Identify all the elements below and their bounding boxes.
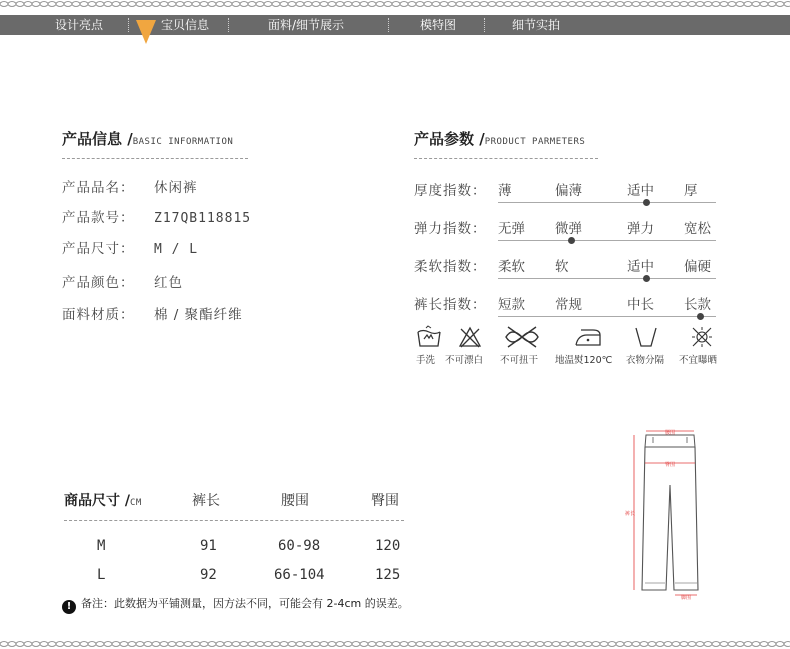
param-option: 适中 <box>627 259 654 275</box>
chain-link <box>672 642 680 647</box>
chain-link <box>480 642 488 647</box>
param-option: 偏硬 <box>684 259 711 275</box>
chain-link <box>120 2 128 7</box>
chain-link <box>640 2 648 7</box>
chain-link <box>176 2 184 7</box>
chain-link <box>536 642 544 647</box>
chain-link <box>56 642 64 647</box>
chain-link <box>128 642 136 647</box>
param-option: 弹力 <box>627 221 654 237</box>
chain-link <box>384 642 392 647</box>
info-subtitle: BASIC INFORMATION <box>132 137 234 147</box>
chain-link <box>248 2 256 7</box>
chain-link <box>136 2 144 7</box>
chain-link <box>272 642 280 647</box>
nav-bar <box>0 15 790 35</box>
chain-link <box>464 2 472 7</box>
chain-link <box>736 642 744 647</box>
chain-link <box>288 2 296 7</box>
nav-item-design[interactable]: 设计亮点 <box>55 18 104 32</box>
chain-link <box>536 2 544 7</box>
size-cell: L <box>97 567 106 583</box>
chain-link <box>40 2 48 7</box>
chain-link <box>640 642 648 647</box>
chain-link <box>376 2 384 7</box>
warning-icon: ! <box>62 600 76 614</box>
care-label: 不可漂白 <box>445 355 484 366</box>
param-option: 软 <box>555 259 569 275</box>
chain-link <box>608 2 616 7</box>
chain-link <box>104 2 112 7</box>
param-option: 适中 <box>627 183 654 199</box>
chain-link <box>64 642 72 647</box>
chain-link <box>256 2 264 7</box>
chain-link <box>112 642 120 647</box>
chain-link <box>328 2 336 7</box>
param-scale-line <box>498 316 716 317</box>
param-indicator <box>568 237 575 244</box>
no-wring-icon <box>502 325 542 349</box>
chain-link <box>784 642 790 647</box>
chain-link <box>8 2 16 7</box>
chain-link <box>552 642 560 647</box>
chain-link <box>448 2 456 7</box>
chain-link <box>432 2 440 7</box>
param-option: 柔软 <box>498 259 525 275</box>
chain-link <box>400 642 408 647</box>
chain-link <box>16 642 24 647</box>
chain-link <box>672 2 680 7</box>
chain-link <box>192 2 200 7</box>
info-row-material <box>62 303 243 323</box>
chain-link <box>208 642 216 647</box>
chain-link <box>296 2 304 7</box>
size-col-waist: 腰围 <box>281 493 309 509</box>
chain-link <box>480 2 488 7</box>
size-rule <box>64 520 404 521</box>
chain-link <box>168 2 176 7</box>
chain-link <box>128 2 136 7</box>
chain-link <box>16 2 24 7</box>
pants-diagram-icon <box>620 425 710 600</box>
nav-item-model[interactable]: 模特图 <box>420 18 457 32</box>
chain-link <box>704 2 712 7</box>
param-option: 宽松 <box>684 221 711 237</box>
info-rule <box>62 158 248 159</box>
chain-link <box>664 2 672 7</box>
chain-link <box>624 2 632 7</box>
bottom-chain-border <box>0 640 790 648</box>
care-label: 手洗 <box>416 355 436 366</box>
chain-link <box>392 642 400 647</box>
nav-item-fabric[interactable]: 面料/细节展示 <box>268 18 345 32</box>
param-option: 长款 <box>684 297 711 313</box>
chain-link <box>416 642 424 647</box>
chain-link <box>344 642 352 647</box>
chain-link <box>304 2 312 7</box>
chain-link <box>592 642 600 647</box>
chain-link <box>216 642 224 647</box>
chain-link <box>584 642 592 647</box>
info-row-name <box>62 176 198 196</box>
top-chain-border <box>0 0 790 8</box>
chain-link <box>520 642 528 647</box>
chain-link <box>512 2 520 7</box>
chain-link <box>560 2 568 7</box>
length-label: 裤长 <box>624 511 636 517</box>
chain-link <box>584 2 592 7</box>
chain-link <box>400 2 408 7</box>
size-cell: M <box>97 538 106 554</box>
chain-link <box>440 642 448 647</box>
chain-link <box>288 642 296 647</box>
info-row-size <box>62 237 198 257</box>
chain-link <box>456 642 464 647</box>
param-indicator <box>643 199 650 206</box>
chain-link <box>368 642 376 647</box>
chain-link <box>0 642 8 647</box>
nav-divider <box>228 18 229 32</box>
chain-link <box>752 642 760 647</box>
nav-divider <box>128 18 129 32</box>
chain-link <box>424 642 432 647</box>
nav-item-info[interactable]: 宝贝信息 <box>161 18 210 32</box>
chain-link <box>320 2 328 7</box>
chain-link <box>568 642 576 647</box>
chain-link <box>648 2 656 7</box>
chain-link <box>744 2 752 7</box>
chain-link <box>80 2 88 7</box>
chain-link <box>88 642 96 647</box>
chain-link <box>632 2 640 7</box>
info-value: 棉 / 聚酯纤维 <box>154 307 243 323</box>
chain-link <box>168 642 176 647</box>
chain-link <box>192 642 200 647</box>
chain-link <box>712 642 720 647</box>
param-option: 偏薄 <box>555 183 582 199</box>
chain-link <box>264 2 272 7</box>
param-indicator <box>697 313 704 320</box>
chain-link <box>688 642 696 647</box>
chain-link <box>280 642 288 647</box>
nav-divider <box>484 18 485 32</box>
chain-link <box>112 2 120 7</box>
chain-link <box>96 642 104 647</box>
param-label: 裤长指数： <box>414 297 487 313</box>
info-label: 产品颜色： <box>62 275 135 291</box>
chain-link <box>232 2 240 7</box>
chain-link <box>528 642 536 647</box>
chain-link <box>72 2 80 7</box>
chain-link <box>768 642 776 647</box>
info-value: 休闲裤 <box>154 180 198 196</box>
info-value: Z17QB118815 <box>154 211 252 226</box>
param-option: 常规 <box>555 297 582 313</box>
chain-link <box>224 642 232 647</box>
chain-link <box>552 2 560 7</box>
chain-link <box>256 642 264 647</box>
info-value: 红色 <box>154 275 183 291</box>
size-title: 商品尺寸 / <box>64 493 130 509</box>
chain-link <box>408 642 416 647</box>
param-indicator <box>643 275 650 282</box>
chain-link <box>592 2 600 7</box>
chain-link <box>608 642 616 647</box>
chain-link <box>680 642 688 647</box>
chain-link <box>104 642 112 647</box>
chain-link <box>48 2 56 7</box>
nav-divider <box>388 18 389 32</box>
chain-link <box>184 642 192 647</box>
chain-link <box>512 642 520 647</box>
chain-link <box>120 642 128 647</box>
param-option: 薄 <box>498 183 512 199</box>
chain-link <box>152 2 160 7</box>
chain-link <box>728 2 736 7</box>
active-tab-marker <box>136 20 156 44</box>
chain-link <box>496 2 504 7</box>
chain-link <box>136 642 144 647</box>
chain-link <box>472 2 480 7</box>
param-option: 无弹 <box>498 221 525 237</box>
chain-link <box>768 2 776 7</box>
chain-link <box>200 2 208 7</box>
waist-label: 腰围 <box>664 430 676 436</box>
info-row-color <box>62 271 183 291</box>
chain-link <box>784 2 790 7</box>
chain-link <box>176 642 184 647</box>
care-label: 不宜曝晒 <box>679 355 718 366</box>
chain-link <box>488 2 496 7</box>
size-cell: 125 <box>375 567 401 583</box>
chain-link <box>624 642 632 647</box>
chain-link <box>424 2 432 7</box>
chain-link <box>656 642 664 647</box>
iron-icon <box>573 325 603 349</box>
chain-link <box>64 2 72 7</box>
param-option: 中长 <box>627 297 654 313</box>
info-value: M / L <box>154 242 199 257</box>
chain-link <box>736 2 744 7</box>
chain-link <box>544 2 552 7</box>
chain-link <box>264 642 272 647</box>
chain-link <box>280 2 288 7</box>
chain-link <box>296 642 304 647</box>
chain-link <box>240 2 248 7</box>
chain-link <box>160 2 168 7</box>
chain-link <box>576 642 584 647</box>
size-cell: 92 <box>200 567 217 583</box>
param-option: 微弹 <box>555 221 582 237</box>
chain-link <box>432 642 440 647</box>
chain-link <box>224 2 232 7</box>
chain-link <box>568 2 576 7</box>
chain-link <box>184 2 192 7</box>
size-unit: CM <box>130 498 142 508</box>
chain-link <box>248 642 256 647</box>
chain-link <box>336 2 344 7</box>
chain-link <box>72 642 80 647</box>
chain-link <box>88 2 96 7</box>
size-heading <box>64 490 142 510</box>
chain-link <box>32 2 40 7</box>
param-scale-line <box>498 240 716 241</box>
chain-link <box>408 2 416 7</box>
chain-link <box>704 642 712 647</box>
chain-link <box>352 642 360 647</box>
care-label: 不可扭干 <box>500 355 539 366</box>
chain-link <box>240 642 248 647</box>
size-cell: 66-104 <box>274 567 325 583</box>
chain-link <box>344 2 352 7</box>
param-label: 厚度指数： <box>414 183 487 199</box>
chain-link <box>616 2 624 7</box>
separate-icon <box>633 325 659 349</box>
chain-link <box>696 642 704 647</box>
chain-link <box>368 2 376 7</box>
info-label: 面料材质： <box>62 307 135 323</box>
chain-link <box>752 2 760 7</box>
chain-link <box>600 2 608 7</box>
chain-link <box>688 2 696 7</box>
chain-link <box>328 642 336 647</box>
chain-link <box>648 642 656 647</box>
chain-link <box>144 2 152 7</box>
hand-wash-icon <box>416 325 442 349</box>
chain-link <box>24 642 32 647</box>
hip-label: 臀围 <box>664 462 676 468</box>
chain-link <box>376 642 384 647</box>
chain-link <box>56 2 64 7</box>
size-col-length: 裤长 <box>192 493 220 509</box>
chain-link <box>416 2 424 7</box>
chain-link <box>712 2 720 7</box>
chain-link <box>696 2 704 7</box>
info-label: 产品品名： <box>62 180 135 196</box>
chain-link <box>304 642 312 647</box>
size-note-text: 备注：此数据为平铺测量，因方法不同，可能会有 2-4cm 的误差。 <box>81 597 409 610</box>
chain-link <box>744 642 752 647</box>
chain-link <box>656 2 664 7</box>
params-rule <box>414 158 598 159</box>
params-title: 产品参数 / <box>414 130 485 148</box>
care-label: 地温熨120℃ <box>555 355 613 366</box>
chain-link <box>96 2 104 7</box>
chain-link <box>48 642 56 647</box>
chain-link <box>152 642 160 647</box>
size-cell: 120 <box>375 538 401 554</box>
chain-link <box>776 2 784 7</box>
chain-link <box>144 642 152 647</box>
chain-link <box>472 642 480 647</box>
chain-link <box>664 642 672 647</box>
param-scale-line <box>498 202 716 203</box>
chain-link <box>80 642 88 647</box>
no-sun-icon <box>689 325 715 349</box>
chain-link <box>456 2 464 7</box>
chain-link <box>496 642 504 647</box>
size-col-hip: 臀围 <box>371 493 399 509</box>
chain-link <box>384 2 392 7</box>
chain-link <box>576 2 584 7</box>
chain-link <box>0 2 8 7</box>
chain-link <box>40 642 48 647</box>
chain-link <box>320 642 328 647</box>
chain-link <box>32 642 40 647</box>
param-option: 短款 <box>498 297 525 313</box>
chain-link <box>464 642 472 647</box>
param-option: 厚 <box>684 183 698 199</box>
chain-link <box>200 642 208 647</box>
chain-link <box>520 2 528 7</box>
chain-link <box>504 642 512 647</box>
info-label: 产品款号： <box>62 210 135 226</box>
nav-item-detail[interactable]: 细节实拍 <box>512 18 561 32</box>
chain-link <box>360 2 368 7</box>
hem-label: 脚围 <box>680 595 692 600</box>
chain-link <box>616 642 624 647</box>
chain-link <box>392 2 400 7</box>
size-cell: 91 <box>200 538 217 554</box>
chain-link <box>720 2 728 7</box>
chain-link <box>160 642 168 647</box>
chain-link <box>24 2 32 7</box>
care-label: 衣物分隔 <box>626 355 665 366</box>
chain-link <box>312 642 320 647</box>
chain-link <box>208 2 216 7</box>
no-bleach-icon <box>457 325 483 349</box>
chain-link <box>528 2 536 7</box>
size-note <box>62 595 409 614</box>
param-label: 柔软指数： <box>414 259 487 275</box>
info-title: 产品信息 / <box>62 130 133 148</box>
info-heading <box>62 128 233 149</box>
chain-link <box>488 642 496 647</box>
chain-link <box>776 642 784 647</box>
params-heading <box>414 128 585 149</box>
chain-link <box>272 2 280 7</box>
chain-link <box>600 642 608 647</box>
chain-link <box>504 2 512 7</box>
chain-link <box>352 2 360 7</box>
chain-link <box>720 642 728 647</box>
chain-link <box>232 642 240 647</box>
chain-link <box>336 642 344 647</box>
chain-link <box>312 2 320 7</box>
chain-link <box>8 642 16 647</box>
chain-link <box>728 642 736 647</box>
chain-link <box>680 2 688 7</box>
chain-link <box>544 642 552 647</box>
info-row-sku <box>62 206 251 226</box>
param-scale-line <box>498 278 716 279</box>
chain-link <box>760 642 768 647</box>
params-subtitle: PRODUCT PARMETERS <box>484 137 586 147</box>
chain-link <box>560 642 568 647</box>
chain-link <box>632 642 640 647</box>
chain-link <box>760 2 768 7</box>
chain-link <box>360 642 368 647</box>
size-cell: 60-98 <box>278 538 321 554</box>
param-label: 弹力指数： <box>414 221 487 237</box>
info-label: 产品尺寸： <box>62 241 135 257</box>
chain-link <box>440 2 448 7</box>
chain-link <box>216 2 224 7</box>
chain-link <box>448 642 456 647</box>
